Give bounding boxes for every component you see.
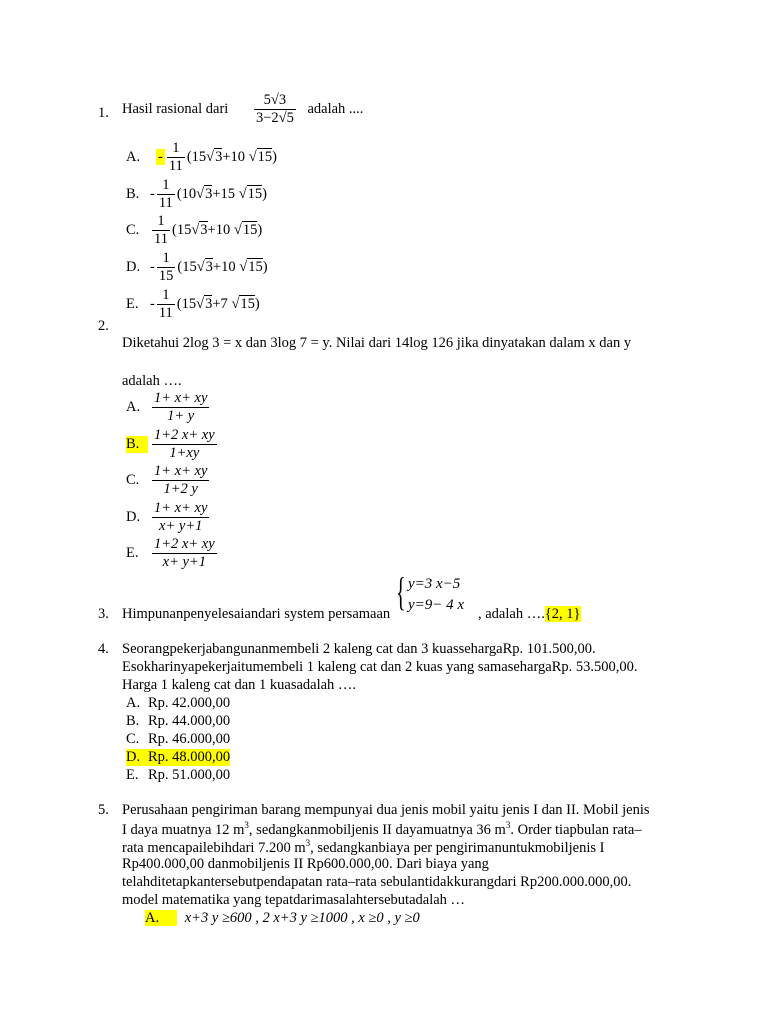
q1-option-frac-den: 15 bbox=[158, 268, 174, 284]
q2-option-numerator: 1+ x+ xy bbox=[154, 463, 208, 479]
q4-option-label: B. bbox=[126, 713, 140, 729]
q1-option-label: C. bbox=[126, 222, 140, 238]
q5-line5: telahditetapkantersebutpendapatan rata–rata sebulantidakkurangdari Rp200.000.000,00. bbox=[122, 874, 632, 890]
q2-option bbox=[126, 536, 219, 571]
q5-line2-part3: . Order tiapbulan rata– bbox=[510, 821, 642, 838]
q1-option-expression: (15√3+10 √15) bbox=[177, 259, 268, 275]
q1-option-frac-den: 11 bbox=[158, 305, 173, 321]
q1-option-radicand-2: 15 bbox=[242, 222, 258, 238]
q1-option-expression: (15√3+10 √15) bbox=[171, 222, 263, 238]
q4-option bbox=[126, 695, 230, 712]
q2-option-numerator: 1+2 x+ xy bbox=[154, 536, 215, 552]
q2-number: 2. bbox=[98, 318, 109, 334]
q1-option bbox=[126, 287, 260, 322]
q2-option-numerator: 1+ x+ xy bbox=[154, 390, 208, 406]
q1-option-expression: (15√3+7 √15) bbox=[176, 296, 260, 312]
q1-stem bbox=[122, 92, 363, 127]
q1-number: 1. bbox=[98, 105, 109, 121]
q2-option-denominator: 1+2 y bbox=[152, 480, 209, 498]
q1-option bbox=[126, 213, 262, 248]
q1-option-frac-den: 11 bbox=[158, 195, 173, 211]
q2-option-fraction bbox=[152, 390, 209, 425]
q1-option-frac-num: 1 bbox=[172, 140, 180, 156]
q4-line1: Seorangpekerjabangunanmembeli 2 kaleng cat dan 3 kuassehargaRp. 101.500,00. bbox=[122, 641, 596, 657]
q1-option-expression: (15√3+10 √15) bbox=[186, 149, 277, 165]
q4-option-label: C. bbox=[126, 731, 140, 747]
q5-sup-1: 3 bbox=[244, 820, 249, 830]
q1-option-fraction bbox=[152, 213, 170, 248]
q3-number: 3. bbox=[98, 606, 109, 622]
q4-option-label: A. bbox=[126, 695, 141, 711]
q5-sup-2: 3 bbox=[505, 820, 511, 830]
q5-line2 bbox=[122, 820, 642, 839]
q1-expression bbox=[254, 92, 296, 127]
q1-option-coef-b: +10 bbox=[207, 222, 231, 238]
q1-option-coef-b: +15 bbox=[212, 186, 236, 202]
q1-option-radicand-1: 3 bbox=[200, 222, 208, 238]
q1-option-coef-a: 10 bbox=[181, 186, 197, 202]
q1-option-coef-a: 15 bbox=[181, 296, 197, 312]
q1-option-radicand-1: 3 bbox=[205, 296, 213, 312]
q1-option-coef-a: 15 bbox=[191, 149, 207, 165]
q1-expr-numerator: 5√3 bbox=[263, 92, 287, 108]
q1-option-label: A. bbox=[126, 149, 141, 165]
q4-option-text: Rp. 44.000,00 bbox=[148, 713, 231, 729]
q4-option-text: Rp. 51.000,00 bbox=[148, 767, 231, 783]
q5-line4: Rp400.000,00 danmobiljenis II Rp600.000,00. Dari biaya yang bbox=[122, 856, 489, 872]
q1-option-fraction bbox=[167, 140, 185, 175]
q2-line2: adalah …. bbox=[122, 373, 182, 389]
q3-suffix: , adalah …. bbox=[478, 606, 545, 622]
q1-option-coef-b: +7 bbox=[212, 296, 228, 312]
q1-option-fraction bbox=[157, 287, 175, 322]
q2-option-label: C. bbox=[126, 472, 140, 488]
q1-option-frac-num: 1 bbox=[157, 213, 165, 229]
q4-line2: Esokharinyapekerjaitumembeli 1 kaleng cat dan 2 kuas yang samasehargaRp. 53.500,00. bbox=[122, 659, 638, 675]
q2-option bbox=[126, 463, 211, 498]
q1-option-coef-b: +10 bbox=[222, 149, 246, 165]
q2-option-label: D. bbox=[126, 509, 141, 525]
q5-line2-part1: I daya muatnya 12 m bbox=[122, 821, 245, 838]
q3-eq2: y=9− 4 x bbox=[408, 597, 465, 613]
q1-option-label: B. bbox=[126, 186, 140, 202]
q1-option-label: E. bbox=[126, 296, 139, 312]
q1-option-radicand-2: 15 bbox=[240, 296, 255, 312]
q1-suffix: adalah .... bbox=[307, 101, 364, 117]
q2-option bbox=[126, 390, 211, 425]
q5-line3-part1: rata mencapailebihdari 7.200 m bbox=[122, 839, 306, 856]
q5-sup-3: 3 bbox=[305, 838, 311, 848]
q5-number: 5. bbox=[98, 802, 109, 818]
q4-option bbox=[126, 731, 230, 748]
q4-option-text: Rp. 42.000,00 bbox=[148, 695, 231, 711]
q2-option-numerator: 1+2 x+ xy bbox=[154, 427, 215, 443]
q1-option-sign: - bbox=[158, 149, 163, 165]
q2-option-denominator: 1+xy bbox=[152, 444, 217, 462]
q2-line1: Diketahui 2log 3 = x dan 3log 7 = y. Nilai dari 14log 126 jika dinyatakan dalam x dan y bbox=[122, 335, 632, 351]
q1-option-radicand-2: 15 bbox=[247, 186, 263, 202]
q4-line3: Harga 1 kaleng cat dan 1 kuasadalah …. bbox=[122, 677, 357, 693]
q2-option-denominator: 1+ y bbox=[152, 407, 209, 425]
q1-option-sign: - bbox=[150, 186, 155, 202]
q1-option-frac-den: 11 bbox=[168, 158, 183, 174]
q2-option-numerator: 1+ x+ xy bbox=[154, 500, 208, 516]
q5-line3 bbox=[122, 838, 604, 857]
q1-option-fraction bbox=[157, 250, 176, 285]
q1-expr-denominator: 3−2√5 bbox=[255, 110, 294, 126]
q1-option-coef-a: 15 bbox=[182, 259, 197, 275]
q1-option-fraction bbox=[157, 177, 175, 212]
q4-option-text: Rp. 48.000,00 bbox=[148, 749, 231, 765]
q5-line6: model matematika yang tepatdarimasalahtersebutadalah … bbox=[122, 892, 466, 908]
q1-option-coef-a: 15 bbox=[176, 222, 192, 238]
q1-option-radicand-1: 3 bbox=[205, 259, 213, 275]
q1-option-expression: (10√3+15 √15) bbox=[176, 186, 267, 202]
q2-option-fraction bbox=[152, 500, 209, 535]
q3-text: Himpunanpenyelesaiandari system persamaan bbox=[122, 606, 391, 622]
q5-line1: Perusahaan pengiriman barang mempunyai dua jenis mobil yaitu jenis I dan II. Mobil jenis bbox=[122, 802, 650, 818]
q1-option bbox=[126, 250, 268, 285]
q2-option-label: B. bbox=[126, 436, 148, 453]
q1-option-frac-den: 11 bbox=[154, 231, 168, 247]
q1-option-frac-num: 1 bbox=[162, 287, 170, 303]
q3-suffix-line bbox=[478, 606, 581, 623]
q3-answer: {2, 1} bbox=[544, 606, 581, 622]
q2-option-label: A. bbox=[126, 399, 141, 415]
q5-line3-part2: , sedangkanbiaya per pengirimanuntukmobiljenis I bbox=[310, 839, 605, 856]
q5-option-a-text: x+3 y ≥600 , 2 x+3 y ≥1000 , x ≥0 , y ≥0 bbox=[184, 910, 420, 926]
q5-option-a-label: A. bbox=[145, 910, 177, 926]
q1-option bbox=[126, 177, 267, 212]
q1-option bbox=[126, 140, 277, 175]
q2-option bbox=[126, 427, 219, 462]
q1-prefix: Hasil rasional dari bbox=[122, 101, 229, 117]
q4-option bbox=[126, 767, 230, 784]
q1-option-sign: - bbox=[150, 296, 155, 312]
q1-option-radicand-1: 3 bbox=[215, 149, 223, 165]
q1-option-sign: - bbox=[150, 259, 155, 275]
q2-option-fraction bbox=[152, 536, 217, 571]
q1-option-frac-num: 1 bbox=[162, 177, 170, 193]
q2-option-label: E. bbox=[126, 545, 139, 561]
q2-option-denominator: x+ y+1 bbox=[152, 517, 209, 535]
q1-option-radicand-2: 15 bbox=[248, 259, 263, 275]
q1-option-radicand-1: 3 bbox=[205, 186, 213, 202]
q1-option-frac-num: 1 bbox=[162, 250, 170, 266]
q5-line2-part2: , sedangkanmobiljenis II dayamuatnya 36 m bbox=[248, 821, 506, 838]
q4-option bbox=[126, 749, 230, 766]
q1-option-label: D. bbox=[126, 259, 141, 275]
q4-option-label: E. bbox=[126, 767, 139, 783]
q5-option-a bbox=[145, 910, 420, 927]
q2-option bbox=[126, 500, 211, 535]
q4-number: 4. bbox=[98, 641, 109, 657]
q4-option-text: Rp. 46.000,00 bbox=[148, 731, 231, 747]
q3-eq1: y=3 x−5 bbox=[408, 576, 461, 592]
q4-option-label: D. bbox=[126, 749, 141, 765]
q4-option bbox=[126, 713, 230, 730]
q2-option-fraction bbox=[152, 463, 209, 498]
q1-option-radicand-2: 15 bbox=[257, 149, 273, 165]
q2-option-denominator: x+ y+1 bbox=[152, 553, 217, 571]
q3-brace: { bbox=[396, 569, 406, 614]
q1-option-coef-b: +10 bbox=[212, 259, 236, 275]
q2-option-fraction bbox=[152, 427, 217, 462]
